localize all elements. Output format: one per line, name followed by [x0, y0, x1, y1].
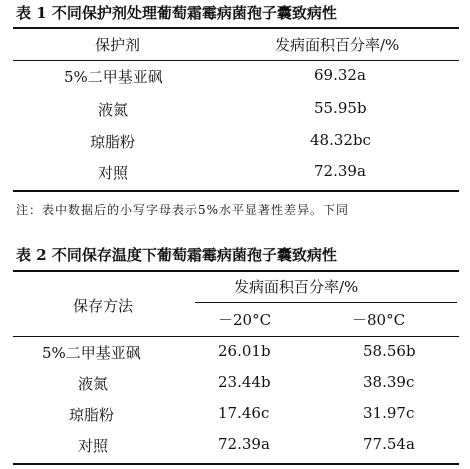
table1-row-1-agent: 5%二甲基亚砜 [64, 68, 163, 86]
table2-header-temp-20: －20°C [218, 311, 272, 329]
table2-bottom-rule [13, 463, 459, 465]
table1-note: 注：表中数据后的小写字母表示5%水平显著性差异。下同 [16, 203, 350, 217]
table1-row-4-agent: 对照 [98, 164, 129, 182]
table1-header-rate: 发病面积百分率/% [275, 36, 400, 54]
table2-header-temp-80: －80°C [352, 311, 406, 329]
table2-row-2-value-20: 23.44b [218, 373, 271, 391]
table1-row-2-value: 55.95b [314, 99, 367, 117]
table1-row-3-value: 48.32bc [310, 131, 371, 149]
table1-header-rule [13, 60, 459, 61]
table2-row-2-agent: 液氮 [78, 375, 109, 393]
table2-row-2-value-80: 38.39c [363, 373, 415, 391]
table2-row-1-value-20: 26.01b [218, 342, 271, 360]
table1-row-1-value: 69.32a [314, 66, 366, 84]
table2-row-4-value-20: 72.39a [218, 435, 270, 453]
table1-header-agent: 保护剂 [95, 36, 141, 54]
table1-bottom-rule [13, 190, 459, 192]
table1-row-3-agent: 琼脂粉 [90, 133, 136, 151]
table2-row-3-agent: 琼脂粉 [69, 406, 115, 424]
table1-row-4-value: 72.39a [314, 162, 366, 180]
table2-top-rule [13, 270, 459, 272]
table2-header-group: 发病面积百分率/% [234, 278, 359, 296]
table2-row-4-value-80: 77.54a [363, 435, 415, 453]
table1-title: 表 1 不同保护剂处理葡萄霜霉病菌孢子囊致病性 [16, 4, 337, 22]
table2-row-4-agent: 对照 [78, 437, 109, 455]
table2-title: 表 2 不同保存温度下葡萄霜霉病菌孢子囊致病性 [16, 246, 337, 264]
table1-row-2-agent: 液氮 [98, 101, 129, 119]
table2-row-1-value-80: 58.56b [363, 342, 416, 360]
table1-top-rule [13, 27, 459, 29]
table2-group-rule [195, 302, 457, 303]
table2-row-1-agent: 5%二甲基亚砜 [42, 344, 141, 362]
table2-header-method: 保存方法 [73, 297, 134, 315]
table2-row-3-value-20: 17.46c [218, 404, 270, 422]
table2-header-rule [13, 336, 459, 337]
table2-row-3-value-80: 31.97c [363, 404, 415, 422]
